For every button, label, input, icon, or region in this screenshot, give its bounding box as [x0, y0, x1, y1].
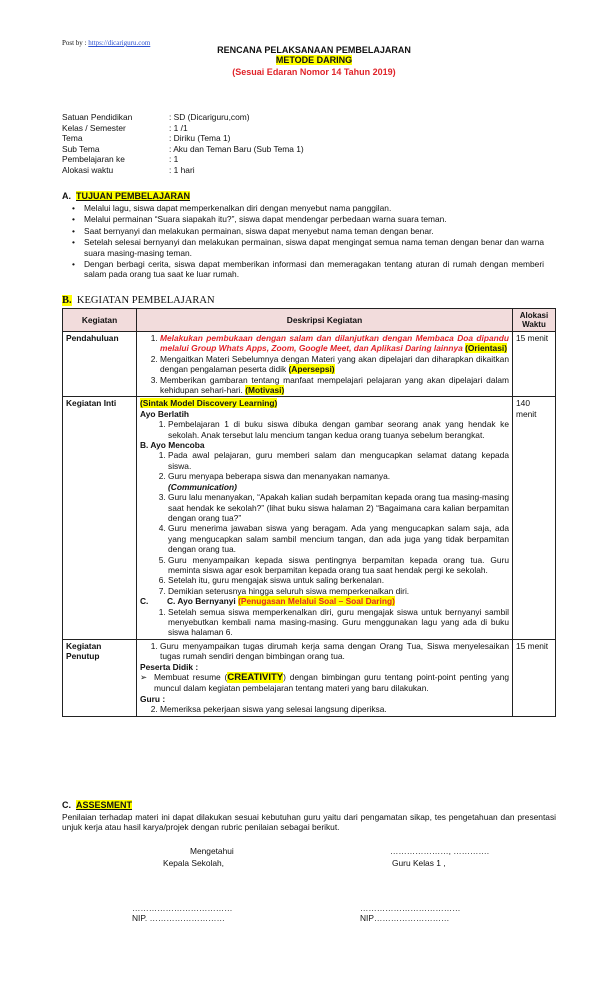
objectives-list	[70, 203, 544, 281]
nip-right: NIP………………………	[360, 913, 450, 923]
identity-value: : 1	[169, 154, 179, 165]
list-item: 2. Guru menyapa beberapa siswa dan menanyakan namanya. (Communication)	[168, 471, 509, 492]
table-header-row	[63, 309, 556, 332]
identity-value: : SD (Dicariguru,com)	[169, 112, 250, 122]
identity-value: : 1 /1	[169, 122, 188, 133]
list-item: 4. Guru menerima jawaban siswa yang beragam. Ada yang mengucapkan salam saja, ada yang mengucapkan salam sambil mencium tangan, dan ada juga yang tidak berpamitan dengan orang tua.	[168, 523, 509, 554]
list-item: • Dengan berbagi cerita, siswa dapat memberikan informasi dan memeragakan tentang aturan di rumah dengan memberi salam pada orang tua saat ke luar rumah.	[84, 259, 544, 280]
row-desc-inti: (Sintak Model Discovery Learning) Ayo Berlatih 1. Pembelajaran 1 di buku siswa dibuka dengan gambar seorang anak yang hendak ke sekolah. Anak tersebut lalu mencium tangan kedua orang tuanya sebelum berangkat. B. Ayo Mencoba 1. Pada awal pelajaran, guru memberi salam dan mengucapkan selamat datang kepada siswa. 2. Guru menyapa beberapa siswa dan menanyakan namanya. (Communication) 3. Guru lalu menanyakan, “Apakah kalian sudah berpamitan kepada orang tua masing-masing saat hendak ke sekolah?” (lihat buku siswa halaman 2) “Bagaimana cara kalian berpamitan dengan orang tua?” 4. Guru menerima jawaban siswa yang beragam. Ada yang mengucapkan salam saja, ada yang mengucapkan salam sambil mencium tangan, dan ada juga yang tidak berpamitan dengan orang tua. 5. Guru menyampaikan kepada siswa pentingnya berpamitan kepada orang tua. Guru meminta siswa agar esok berpamitan kepada orang tua saat hendak pergi ke sekolah. 6. Setelah itu, guru mengajak siswa untuk saling berkenalan. 7. Demikian seterusnya hingga seluruh siswa memperkenalkan diri. C. C. Ayo Bernyanyi (Penugasan Melalui Soal – Soal Daring) 1. Setelah semua siswa memperkenalkan diri, guru mengajak siswa untuk bernyanyi sambil menyebutkan kembali nama masing-masing. Guru menggunakan lagu yang ada di buku siswa halaman 6.	[137, 397, 513, 639]
post-by: Post by : https://dicariguru.com	[62, 39, 151, 47]
list-item: • Saat bernyanyi dan melakukan permainan, siswa dapat menyebut nama teman dengan benar.	[84, 226, 544, 236]
identity-key: Kelas / Semester	[62, 122, 126, 133]
identity-row	[62, 154, 304, 165]
identity-row	[62, 123, 304, 134]
sig-right-2: Guru Kelas 1 ,	[392, 858, 446, 868]
list-item: 1. Pembelajaran 1 di buku siswa dibuka dengan gambar seorang anak yang hendak ke sekolah. Anak tersebut lalu mencium tangan kedua orang tuanya sebelum berangkat.	[168, 419, 509, 440]
identity-key: Tema	[62, 133, 83, 144]
list-item: • Melalui permainan “Suara siapakah itu?”, siswa dapat mendengar perbedaan warna suara teman.	[84, 214, 544, 224]
identity-key: Sub Tema	[62, 143, 100, 154]
row-label-pendahuluan: Pendahuluan	[63, 332, 137, 397]
sig-left-2: Kepala Sekolah,	[163, 858, 224, 868]
identity-key: Pembelajaran ke	[62, 154, 125, 165]
page-title: RENCANA PELAKSANAAN PEMBELAJARAN	[217, 45, 411, 55]
section-c-heading: C. ASSESMENT	[62, 800, 133, 810]
activity-table	[62, 308, 556, 717]
post-link[interactable]: https://dicariguru.com	[88, 39, 151, 47]
page-note: (Sesuai Edaran Nomor 14 Tahun 2019)	[232, 67, 396, 77]
identity-row	[62, 133, 304, 144]
identity-key: Satuan Pendidikan	[62, 112, 133, 122]
list-item: 1. Pada awal pelajaran, guru memberi salam dan mengucapkan selamat datang kepada siswa.	[168, 450, 509, 471]
assessment-text: Penilaian terhadap materi ini dapat dilakukan sesuai kebutuhan guru yaitu dari pengamatan sikap, tes pengetahuan dan presentasi unjuk kerja atau hasil karya/projek dengan rubric penilaian sebagai berikut.	[62, 812, 556, 833]
identity-value: : Aku dan Teman Baru (Sub Tema 1)	[169, 143, 304, 154]
header-deskripsi: Deskripsi Kegiatan	[137, 309, 513, 332]
sig-right-1: …………………, ………….	[390, 846, 490, 856]
identity-value: : 1 hari	[169, 164, 195, 175]
row-label-penutup: Kegiatan Penutup	[63, 639, 137, 716]
sig-line-right: ………………………………	[360, 903, 461, 913]
header-alokasi: Alokasi Waktu	[513, 309, 556, 332]
list-item: • Melalui lagu, siswa dapat memperkenalkan diri dengan menyebut nama panggilan.	[84, 203, 544, 213]
arrow-bullet-icon: ➢	[140, 672, 148, 682]
row-desc-penutup: 1. Guru menyampaikan tugas dirumah kerja sama dengan Orang Tua, Siswa menyelesaikan tugas rumah sendiri dengan bimbingan orang tua. Peserta Didik : ➢ Membuat resume (CREATIVITY) dengan bimbingan guru tentang point-point penting yang muncul dalam kegiatan pembelajaran tentang materi yang baru dilakukan. Guru : 2. Memeriksa pekerjaan siswa yang selesai langsung diperiksa.	[137, 639, 513, 716]
identity-row	[62, 165, 304, 176]
communication-label: (Communication)	[168, 481, 237, 492]
identity-row	[62, 144, 304, 155]
nip-left: NIP. ………………………	[132, 913, 225, 923]
list-item: 3. Guru lalu menanyakan, “Apakah kalian sudah berpamitan kepada orang tua masing-masing saat hendak ke sekolah?” (lihat buku siswa halaman 2) “Bagaimana cara kalian berpamitan dengan orang tua?”	[168, 492, 509, 523]
list-item: • Setelah selesai bernyanyi dan melakukan permainan, siswa dapat mengingat semua nama teman dengan benar dan warna suara masing-masing teman.	[84, 237, 544, 258]
row-time-penutup: 15 menit	[513, 639, 556, 716]
list-item: 7. Demikian seterusnya hingga seluruh siswa memperkenalkan diri.	[168, 586, 509, 596]
list-item: 6. Setelah itu, guru mengajak siswa untuk saling berkenalan.	[168, 575, 509, 585]
table-row	[63, 332, 556, 397]
header-kegiatan: Kegiatan	[63, 309, 137, 332]
section-a-heading: A. TUJUAN PEMBELAJARAN	[62, 191, 191, 201]
row-time-pendahuluan: 15 menit	[513, 332, 556, 397]
row-time-inti: 140 menit	[513, 397, 556, 639]
page-subtitle: METODE DARING	[275, 55, 353, 65]
row-label-inti: Kegiatan Inti	[63, 397, 137, 639]
identity-key: Alokasi waktu	[62, 164, 114, 175]
identity-value: : Diriku (Tema 1)	[169, 133, 231, 144]
identity-block	[62, 112, 304, 176]
identity-row	[62, 112, 304, 123]
section-b-heading: B. KEGIATAN PEMBELAJARAN	[62, 295, 215, 306]
list-item: 1. Setelah semua siswa memperkenalkan diri, guru mengajak siswa untuk bernyanyi sambil menyebutkan kembali nama masing-masing. Guru menggunakan lagu yang ada di buku siswa halaman 6.	[168, 607, 509, 638]
table-row	[63, 397, 556, 639]
row-desc-pendahuluan: 1. Melakukan pembukaan dengan salam dan dilanjutkan dengan Membaca Doa dipandu melalui Group Whats Apps, Zoom, Google Meet, dan Aplikasi Daring lainnya (Orientasi) 2. Mengaitkan Materi Sebelumnya dengan Materi yang akan dipelajari dan diharapkan dikaitkan dengan pengalaman peserta didik (Apersepsi) 3. Memberikan gambaran tentang manfaat mempelajari pelajaran yang akan dipelajari dalam kehidupan sehari-hari. (Motivasi)	[137, 332, 513, 397]
list-item: 5. Guru menyampaikan kepada siswa pentingnya berpamitan kepada orang tua. Guru meminta siswa agar esok berpamitan kepada orang tua saat hendak pergi ke sekolah.	[168, 555, 509, 576]
sig-line-left: ………………………………	[132, 903, 233, 913]
table-row	[63, 639, 556, 716]
sig-left-1: Mengetahui	[190, 846, 234, 856]
